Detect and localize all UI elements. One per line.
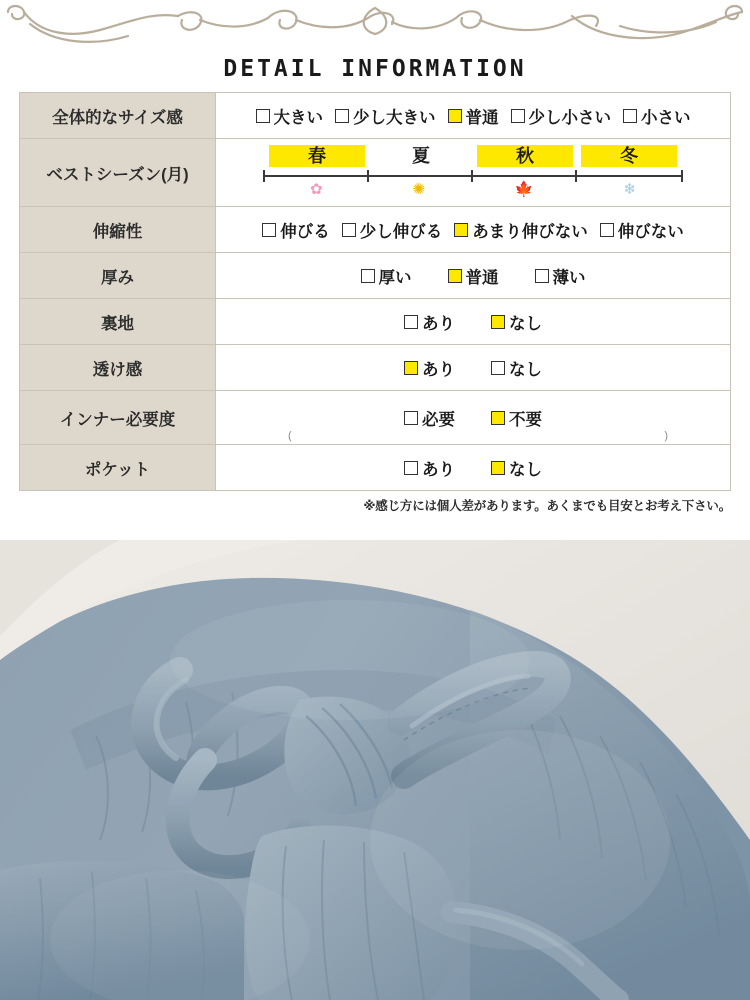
season-summer[interactable]: 夏: [412, 145, 430, 166]
row-value-thickness: [216, 253, 731, 299]
footnote-disclaimer: ※感じ方には個人差があります。あくまでも目安とお考え下さい。: [363, 499, 731, 513]
option-pocket-yes[interactable]: あり: [404, 456, 455, 480]
checkbox-icon[interactable]: [335, 109, 349, 123]
checkbox-icon[interactable]: [404, 461, 418, 475]
checkbox-icon[interactable]: [511, 109, 525, 123]
row-value-sheerness: [216, 345, 731, 391]
option-inner-not-needed[interactable]: 不要: [491, 406, 542, 430]
option-lining-no[interactable]: なし: [491, 310, 542, 334]
option-size-small[interactable]: 小さい: [623, 104, 691, 128]
product-detail-photo: [0, 540, 750, 1000]
option-inner-needed[interactable]: 必要: [404, 406, 455, 430]
maple-leaf-icon: 🍁: [514, 180, 534, 198]
row-label-sheerness: 透け感: [20, 345, 216, 391]
row-label-pocket: ポケット: [20, 445, 216, 491]
row-label-thickness: 厚み: [20, 253, 216, 299]
row-value-size: [216, 93, 731, 139]
row-value-pocket: [216, 445, 731, 491]
row-label-best-season: ベストシーズン(月): [20, 139, 216, 207]
checkbox-icon[interactable]: [600, 223, 614, 237]
checkbox-icon[interactable]: [256, 109, 270, 123]
checkbox-checked-icon[interactable]: [448, 269, 462, 283]
option-size-slightly-small[interactable]: 少し小さい: [511, 104, 612, 128]
checkbox-icon[interactable]: [404, 411, 418, 425]
table-row-sheerness: [20, 345, 731, 391]
checkbox-icon[interactable]: [535, 269, 549, 283]
checkbox-checked-icon[interactable]: [454, 223, 468, 237]
season-axis: [263, 170, 683, 182]
checkbox-checked-icon[interactable]: [491, 315, 505, 329]
checkbox-checked-icon[interactable]: [491, 461, 505, 475]
checkbox-checked-icon[interactable]: [404, 361, 418, 375]
option-stretch-little[interactable]: あまり伸びない: [454, 218, 588, 242]
table-row-lining: [20, 299, 731, 345]
option-stretch-slight[interactable]: 少し伸びる: [342, 218, 443, 242]
option-sheer-no[interactable]: なし: [491, 356, 542, 380]
row-label-size: 全体的なサイズ感: [20, 93, 216, 139]
row-value-best-season: [216, 139, 731, 207]
table-row-pocket: [20, 445, 731, 491]
checkbox-icon[interactable]: [491, 361, 505, 375]
snowflake-icon: ❄: [623, 180, 637, 198]
row-value-inner-need: [216, 391, 731, 445]
season-spring[interactable]: 春: [265, 145, 369, 167]
option-sheer-yes[interactable]: あり: [404, 356, 455, 380]
checkbox-icon[interactable]: [404, 315, 418, 329]
season-icon-row: [265, 182, 681, 198]
option-size-slightly-large[interactable]: 少し大きい: [335, 104, 436, 128]
option-thickness-thin[interactable]: 薄い: [535, 264, 586, 288]
detail-information-table: [19, 92, 731, 491]
checkbox-checked-icon[interactable]: [448, 109, 462, 123]
checkbox-icon[interactable]: [262, 223, 276, 237]
table-row-best-season: [20, 139, 731, 207]
season-winter[interactable]: 冬: [577, 145, 681, 167]
table-row-size: [20, 93, 731, 139]
paren-left: (: [288, 430, 292, 442]
page-title: DETAIL INFORMATION: [223, 56, 527, 82]
option-stretch-yes[interactable]: 伸びる: [262, 218, 330, 242]
option-thickness-normal[interactable]: 普通: [448, 264, 499, 288]
checkbox-checked-icon[interactable]: [491, 411, 505, 425]
option-stretch-none[interactable]: 伸びない: [600, 218, 684, 242]
option-thickness-thick[interactable]: 厚い: [361, 264, 412, 288]
option-pocket-no[interactable]: なし: [491, 456, 542, 480]
row-label-inner-need: インナー必要度: [20, 391, 216, 445]
paren-right: ): [664, 430, 668, 442]
option-size-normal[interactable]: 普通: [448, 104, 499, 128]
checkbox-icon[interactable]: [623, 109, 637, 123]
option-lining-yes[interactable]: あり: [404, 310, 455, 334]
row-label-stretch: 伸縮性: [20, 207, 216, 253]
row-value-stretch: [216, 207, 731, 253]
sunflower-icon: ✺: [412, 180, 425, 198]
option-size-large[interactable]: 大きい: [256, 104, 324, 128]
table-row-thickness: [20, 253, 731, 299]
row-value-lining: [216, 299, 731, 345]
checkbox-icon[interactable]: [342, 223, 356, 237]
checkbox-icon[interactable]: [361, 269, 375, 283]
decorative-flourish-divider: [0, 0, 750, 52]
season-autumn[interactable]: 秋: [473, 145, 577, 167]
cherry-blossom-icon: ✿: [309, 180, 323, 198]
table-row-inner-need: [20, 391, 731, 445]
table-row-stretch: [20, 207, 731, 253]
row-label-lining: 裏地: [20, 299, 216, 345]
